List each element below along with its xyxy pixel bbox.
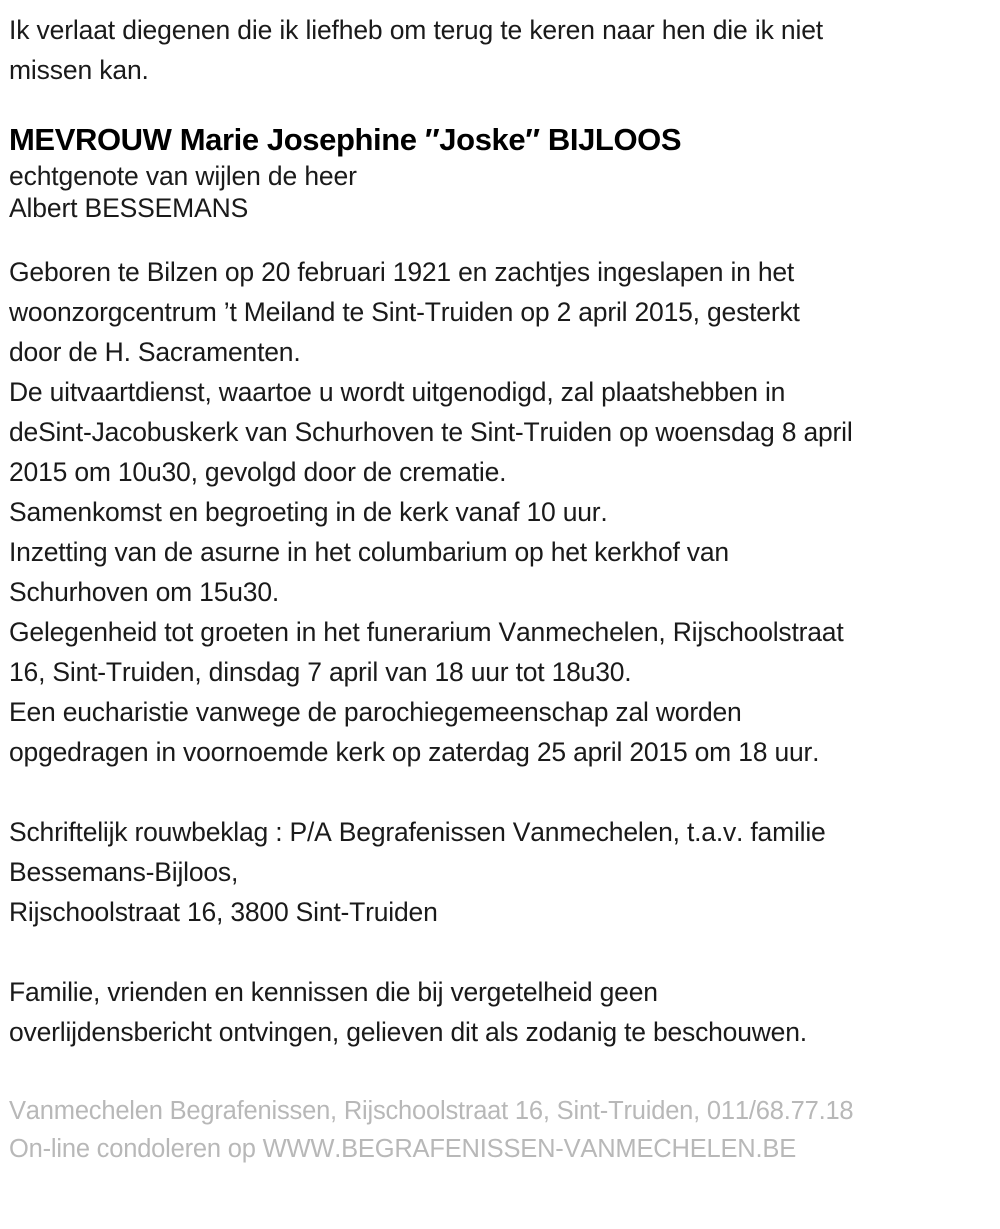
opening-quotation (9, 10, 992, 90)
body-line: Inzetting van de asurne in het columbarium op het kerkhof van (9, 537, 729, 567)
body-line: 16, Sint-Truiden, dinsdag 7 april van 18 uur tot 18u30. (9, 657, 632, 687)
closing-note (9, 972, 992, 1052)
body-line: Gelegenheid tot groeten in het funerarium Vanmechelen, Rijschoolstraat (9, 617, 844, 647)
spacer (9, 772, 992, 812)
funeral-home-contact: Vanmechelen Begrafenissen, Rijschoolstraat 16, Sint-Truiden, 011/68.77.18 (9, 1097, 854, 1125)
body-line: Samenkomst en begroeting in de kerk vanaf 10 uur. (9, 497, 608, 527)
condolences-address-line: Schriftelijk rouwbeklag : P/A Begrafenissen Vanmechelen, t.a.v. familie (9, 817, 826, 847)
closing-note-line: Familie, vrienden en kennissen die bij vergetelheid geen (9, 977, 658, 1007)
spacer (9, 932, 992, 972)
body-line: opgedragen in voornoemde kerk op zaterdag 25 april 2015 om 18 uur. (9, 737, 820, 767)
funeral-home-footer (9, 1092, 992, 1168)
announcement-body (9, 252, 992, 772)
body-line: Schurhoven om 15u30. (9, 577, 280, 607)
body-line: Geboren te Bilzen op 20 februari 1921 en zachtjes ingeslapen in het (9, 257, 795, 287)
opening-quotation-line: Ik verlaat diegenen die ik liefheb om terug te keren naar hen die ik niet (9, 15, 824, 45)
closing-note-line: overlijdensbericht ontvingen, gelieven dit als zodanig te beschouwen. (9, 1017, 807, 1047)
spacer (9, 224, 992, 252)
spacer (9, 90, 992, 108)
condolences-address (9, 812, 992, 932)
spouse-relation-label: echtgenote van wijlen de heer (9, 161, 357, 191)
spouse-info (9, 160, 992, 224)
body-line: deSint-Jacobuskerk van Schurhoven te Sint-Truiden op woensdag 8 april (9, 417, 853, 447)
body-line: door de H. Sacramenten. (9, 337, 301, 367)
spacer (9, 1052, 992, 1092)
condolences-address-line: Bessemans-Bijloos, (9, 857, 239, 887)
opening-quotation-line: missen kan. (9, 55, 149, 85)
body-line: woonzorgcentrum ’t Meiland te Sint-Truiden op 2 april 2015, gesterkt (9, 297, 800, 327)
online-condolences-link[interactable]: On-line condoleren op WWW.BEGRAFENISSEN-VANMECHELEN.BE (9, 1135, 797, 1163)
deceased-name-heading: MEVROUW Marie Josephine ″Joske″ BIJLOOS (9, 122, 682, 157)
body-line: 2015 om 10u30, gevolgd door de crematie. (9, 457, 507, 487)
condolences-address-line: Rijschoolstraat 16, 3800 Sint-Truiden (9, 897, 438, 927)
body-line: Een eucharistie vanwege de parochiegemeenschap zal worden (9, 697, 742, 727)
body-line: De uitvaartdienst, waartoe u wordt uitgenodigd, zal plaatshebben in (9, 377, 786, 407)
spouse-name: Albert BESSEMANS (9, 193, 249, 223)
